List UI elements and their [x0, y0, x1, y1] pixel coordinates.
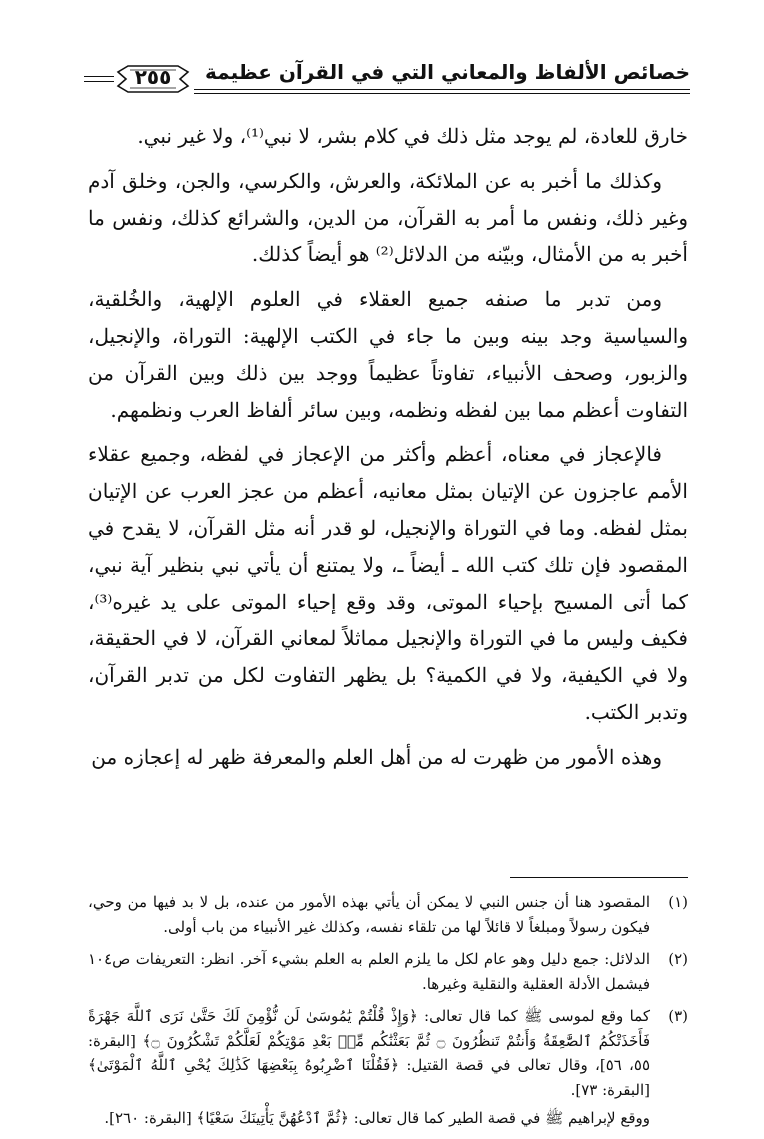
footnote-text: المقصود هنا أن جنس النبي لا يمكن أن يأتي بهذه الأمور من عنده، بل لا بد فيها من وحي، فيكون رسولاً ومبلغاً لا قائلاً لها من تلقاء نفسه، وكذلك غير الأنبياء من باب أولى. — [88, 893, 650, 936]
header-rule — [194, 89, 690, 90]
paragraph: وكذلك ما أخبر به عن الملائكة، والعرش، والكرسي، والجن، وخلق آدم وغير ذلك، ونفس ما أمر به القرآن، من الدين، والشرائع كذلك، ونفس ما أخبر به من الأمثال، وبيّنه من الدلائل⁽²⁾ هو أيضاً كذلك. — [88, 168, 688, 267]
page-number-ornament — [114, 62, 192, 96]
paragraph: فالإعجاز في معناه، أعظم وأكثر من الإعجاز في لفظه، وجميع عقلاء الأمم عاجزون عن الإتيان بمثل معانيه، أعظم من عجز العرب عن الإتيان بمثل لفظه. وما في التوراة والإنجيل، لو قدر أنه مثل القرآن، لا يقدح في المقصود فإن تلك كتب الله ـ أيضاً ـ، ولا يمتنع أن يأتي نبي بنظير آية نبي، كما أتى المسيح بإحياء الموتى، وقد وقع إحياء الموتى على يد غيره⁽³⁾، فكيف وليس ما في التوراة والإنجيل مماثلاً لمعاني القرآن، لا في الحقيقة، ولا في الكيفية، ولا في الكمية؟ بل يظهر التفاوت لكل من تدبر القرآن، وتدبر الكتب. — [88, 442, 688, 724]
header-rule-left — [84, 81, 114, 82]
footnote — [88, 890, 688, 939]
running-title: خصائص الألفاظ والمعاني التي في القرآن عظيمة — [205, 60, 690, 84]
footnote-text: كما وقع لموسى ﷺ كما قال تعالى: ﴿وَإِذْ قُلْتُمْ يَٰمُوسَىٰ لَن نُّؤْمِنَ لَكَ حَتَّىٰ نَرَى ٱللَّهَ جَهْرَةً فَأَخَذَتْكُمُ ٱلصَّٰعِقَةُ وَأَنتُمْ تَنظُرُونَ ۝ ثُمَّ بَعَثْنَٰكُم مِّنۢ بَعْدِ مَوْتِكُمْ لَعَلَّكُمْ تَشْكُرُونَ ۝﴾ [البقرة: ٥٥، ٥٦]، وقال تعالى في قصة القتيل: ﴿فَقُلْنَا ٱضْرِبُوهُ بِبَعْضِهَا كَذَٰلِكَ يُحْىِ ٱللَّهُ ٱلْمَوْتَىٰ﴾ [البقرة: ٧٣]. — [88, 1007, 651, 1099]
paragraph: وهذه الأمور من ظهرت له من أهل العلم والمعرفة ظهر له إعجازه من — [91, 744, 662, 769]
paragraph: ومن تدبر ما صنفه جميع العقلاء في العلوم الإلهية، والخُلقية، والسياسية وجد بينه وبين ما جاء في الكتب الإلهية: التوراة، والإنجيل، والزبور، وصحف الأنبياء، تفاوتاً عظيماً ووجد بين ذلك وبين القرآن من التفاوت أعظم مما بين لفظه ونظمه، وبين سائر ألفاظ العرب ونظمهم. — [88, 287, 688, 422]
footnote-number: (١) — [668, 893, 688, 911]
header-rule-left — [84, 76, 114, 77]
footnote-continuation: ووقع لإبراهيم ﷺ في قصة الطير كما قال تعالى: ﴿ثُمَّ ٱدْعُهُنَّ يَأْتِينَكَ سَعْيًا﴾ [البقرة: ٢٦٠]. — [104, 1109, 650, 1127]
header-rule — [194, 93, 690, 94]
footnotes — [88, 890, 688, 1139]
footnote — [88, 1004, 688, 1131]
paragraph: خارق للعادة، لم يوجد مثل ذلك في كلام بشر، لا نبي⁽¹⁾، ولا غير نبي. — [137, 124, 688, 148]
footnote-text: الدلائل: جمع دليل وهو عام لكل ما يلزم العلم به العلم بشيء آخر. انظر: التعريفات ص١٠٤ فيشمل الأدلة العقلية والنقلية وغيرها. — [88, 950, 650, 993]
page-number: ٢٥٥ — [134, 65, 172, 89]
main-text — [88, 118, 688, 784]
page-header — [84, 58, 690, 102]
footnote — [88, 947, 688, 996]
footnote-divider — [510, 877, 688, 878]
footnote-number: (٣) — [668, 1007, 688, 1025]
footnote-number: (٢) — [668, 950, 688, 968]
